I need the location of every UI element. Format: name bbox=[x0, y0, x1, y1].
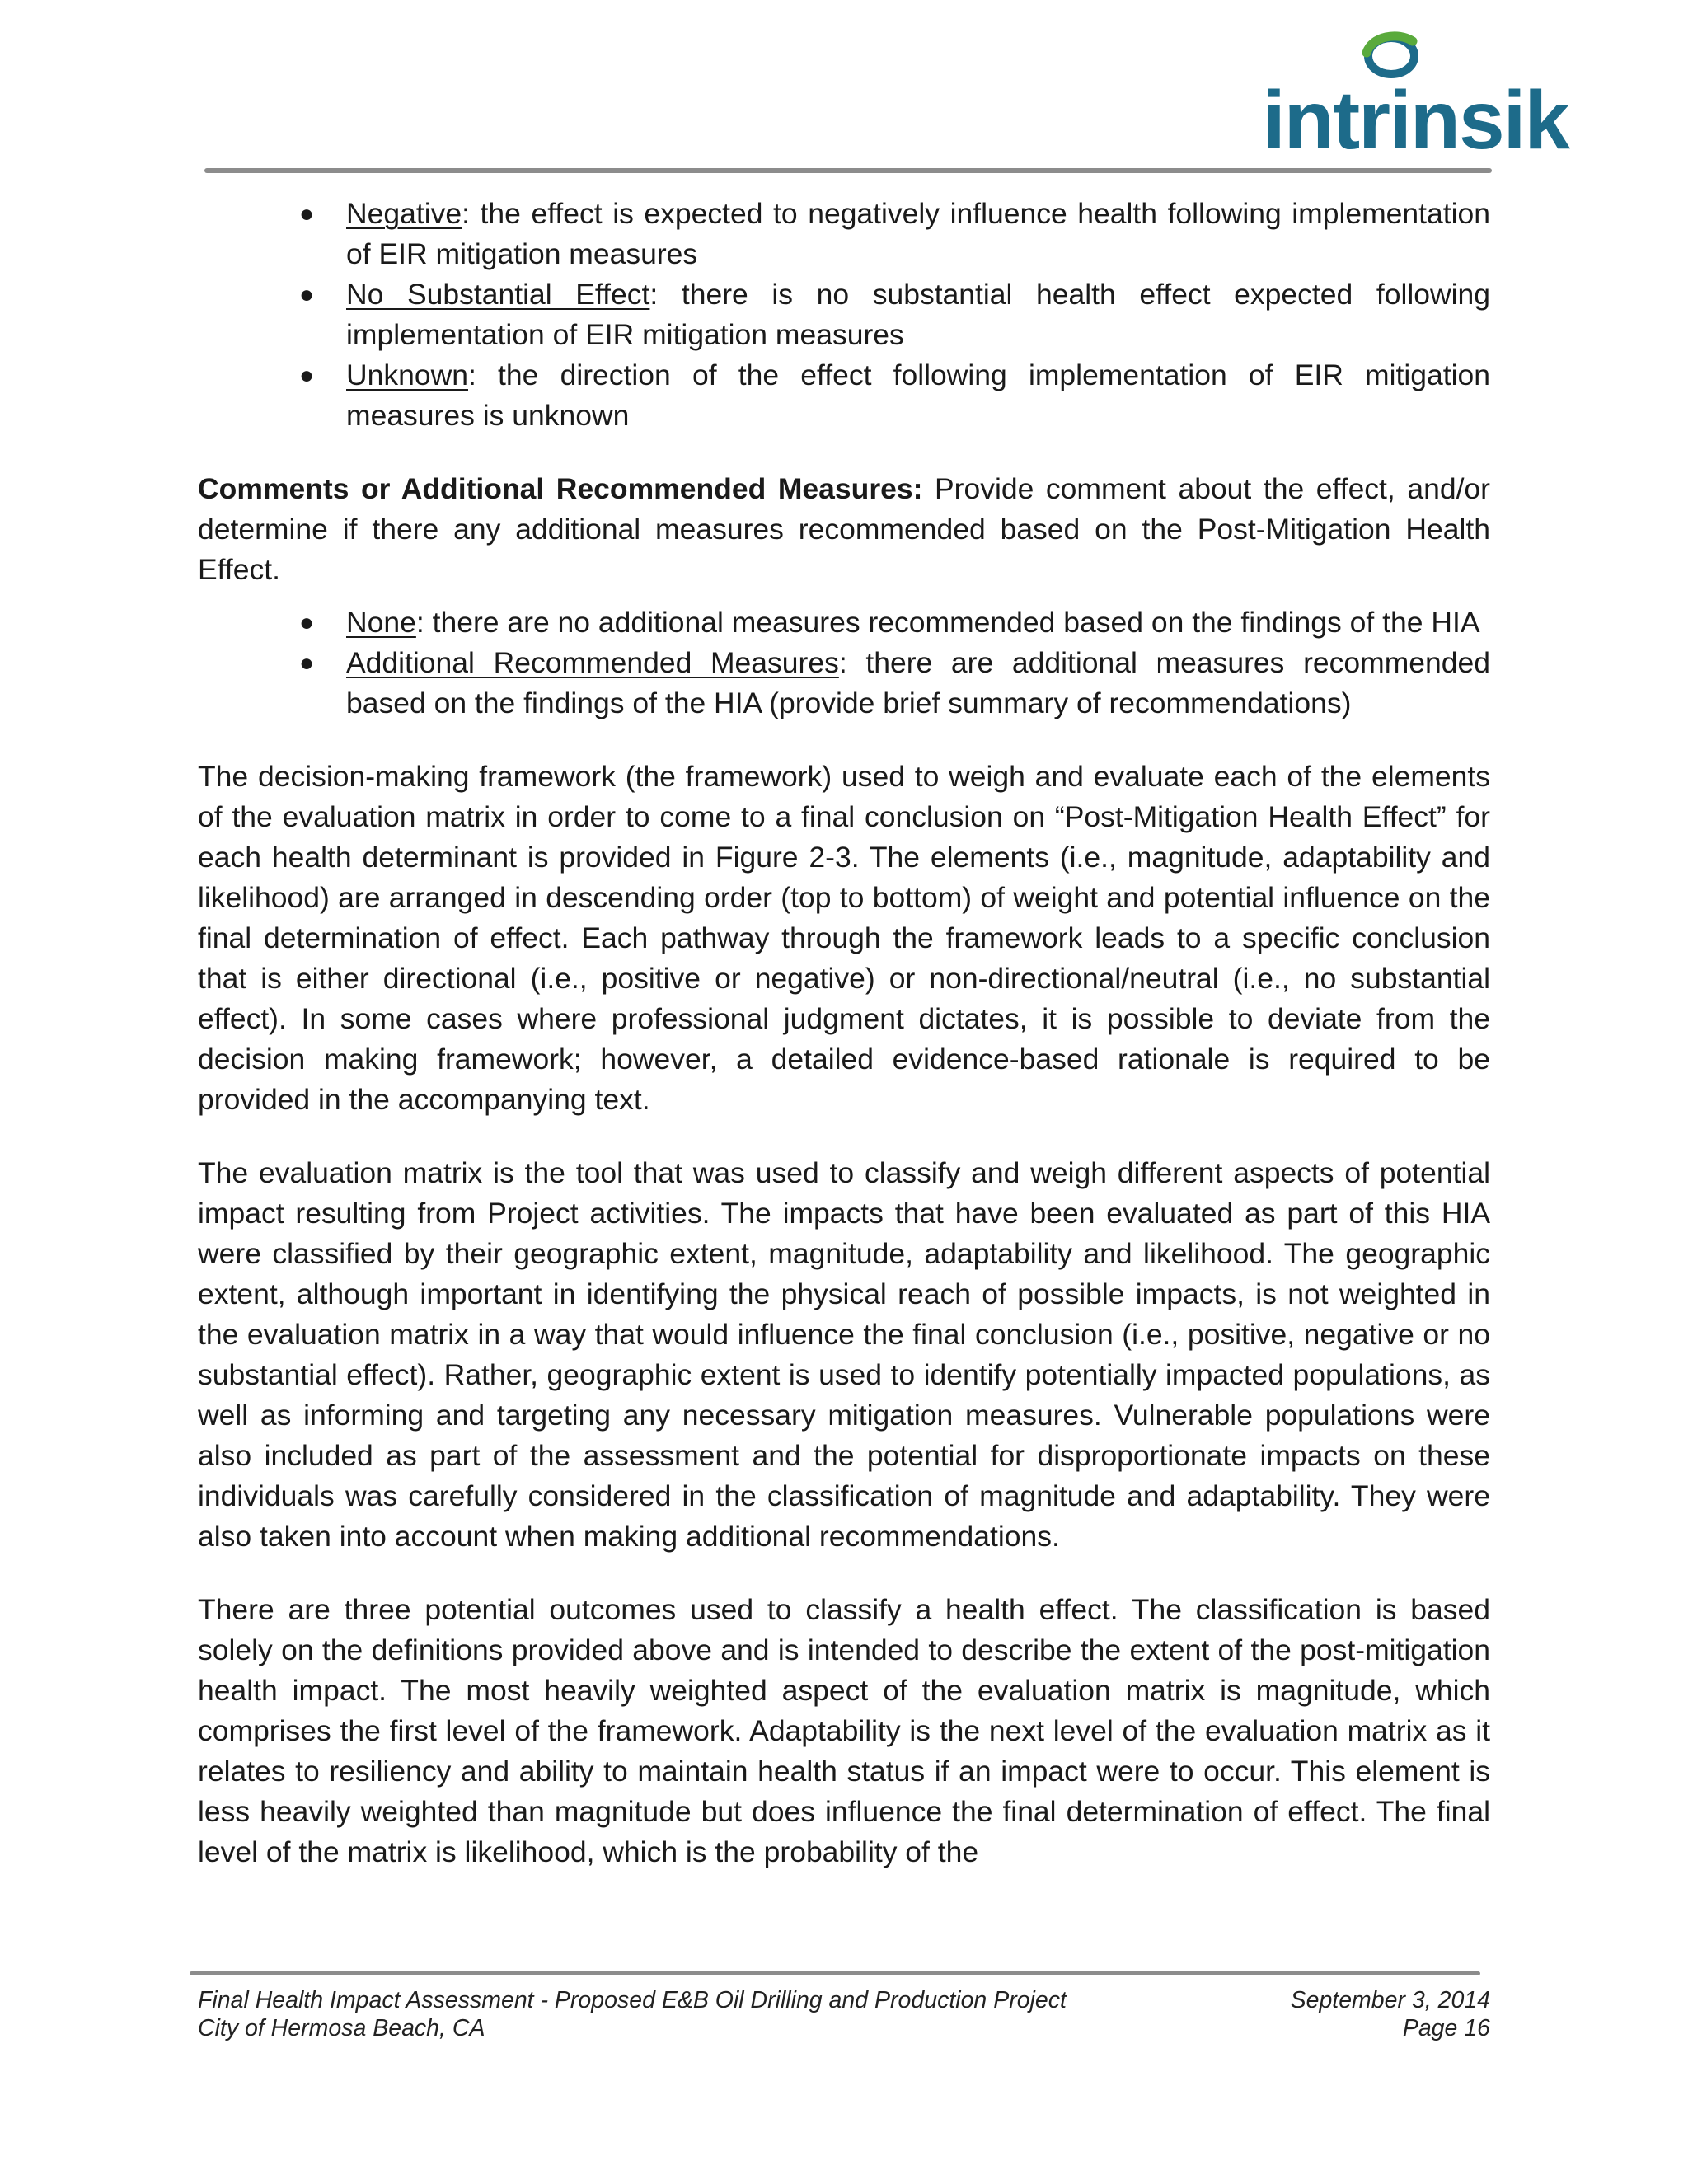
definition: : the effect is expected to negatively influence health following implementation of EIR mitigation measures bbox=[346, 197, 1490, 270]
effect-list bbox=[198, 194, 1490, 436]
list-item bbox=[299, 194, 1490, 274]
term: Additional Recommended Measures bbox=[346, 646, 839, 679]
list-item bbox=[299, 355, 1490, 436]
page-footer bbox=[198, 1986, 1490, 2042]
bullet-icon: ● bbox=[299, 609, 315, 636]
list-item bbox=[299, 643, 1490, 724]
term: Unknown bbox=[346, 359, 468, 391]
page-body bbox=[198, 194, 1490, 1872]
definition: : the direction of the effect following implementation of EIR mitigation measures is unknown bbox=[346, 359, 1490, 432]
logo-wordmark: intrinsik bbox=[1263, 74, 1568, 166]
term: Negative bbox=[346, 197, 462, 230]
framework-paragraph: The decision-making framework (the framework) used to weigh and evaluate each of the elements of the evaluation matrix in order to come to a final conclusion on “Post-Mitigation Health Effect” for each health determinant is provided in Figure 2-3. The elements (i.e., magnitude, adaptability and likelihood) are arranged in descending order (top to bottom) of weight and potential influence on the final determination of effect. Each pathway through the framework leads to a specific conclusion that is either directional (i.e., positive or negative) or non-directional/neutral (i.e., no substantial effect). In some cases where professional judgment dictates, it is possible to deviate from the decision making framework; however, a detailed evidence-based rationale is required to be provided in the accompanying text. bbox=[198, 760, 1490, 1116]
bullet-icon: ● bbox=[299, 200, 315, 227]
definition: : there is no substantial health effect expected following implementation of EIR mitigation measures bbox=[346, 278, 1490, 351]
list-item bbox=[299, 602, 1490, 643]
header-divider bbox=[204, 168, 1492, 173]
comments-text: Provide comment about the effect, and/or determine if there any additional measures recommended based on the Post-Mitigation Health Effect. bbox=[198, 472, 1490, 586]
definition: : there are no additional measures recommended based on the findings of the HIA bbox=[415, 606, 1480, 639]
comments-heading: Comments or Additional Recommended Measures: bbox=[198, 472, 923, 505]
outcomes-paragraph: There are three potential outcomes used to classify a health effect. The classification is based solely on the definitions provided above and is intended to describe the extent of the post-mitigation health impact. The most heavily weighted aspect of the evaluation matrix is magnitude, which comprises the first level of the framework. Adaptability is the next level of the evaluation matrix as it relates to resiliency and ability to maintain health status if an impact were to occur. This element is less heavily weighted than magnitude but does influence the final determination of effect. The final level of the matrix is likelihood, which is the probability of the bbox=[198, 1593, 1490, 1868]
measures-list bbox=[198, 602, 1490, 724]
footer-page-number: Page 16 bbox=[1402, 2015, 1490, 2041]
footer-location: City of Hermosa Beach, CA bbox=[198, 2015, 485, 2041]
comments-paragraph bbox=[198, 469, 1490, 590]
bullet-icon: ● bbox=[299, 649, 315, 677]
list-item bbox=[299, 274, 1490, 355]
matrix-paragraph: The evaluation matrix is the tool that was used to classify and weigh different aspects of potential impact resulting from Project activities. The impacts that have been evaluated as part of this HIA were classified by their geographic extent, magnitude, adaptability and likelihood. The geographic extent, although important in identifying the physical reach of possible impacts, is not weighted in the evaluation matrix in a way that would influence the final conclusion (i.e., positive, negative or no substantial effect). Rather, geographic extent is used to identify potentially impacted populations, as well as informing and targeting any necessary mitigation measures. Vulnerable populations were also included as part of the assessment and the potential for disproportionate impacts on these individuals was carefully considered in the classification of magnitude and adaptability. They were also taken into account when making additional recommendations. bbox=[198, 1156, 1490, 1553]
term: No Substantial Effect bbox=[346, 278, 650, 311]
bullet-icon: ● bbox=[299, 281, 315, 308]
bullet-icon: ● bbox=[299, 362, 315, 389]
footer-title: Final Health Impact Assessment - Proposed E&B Oil Drilling and Production Project bbox=[198, 1987, 1067, 2013]
term: None bbox=[346, 606, 416, 639]
footer-divider bbox=[190, 1971, 1480, 1975]
intrinsik-logo bbox=[1263, 30, 1568, 166]
definition: : there are additional measures recommended based on the findings of the HIA (provide brief summary of recommendations) bbox=[346, 646, 1490, 719]
logo-swoosh-icon bbox=[1360, 30, 1421, 81]
footer-date: September 3, 2014 bbox=[1290, 1987, 1490, 2013]
